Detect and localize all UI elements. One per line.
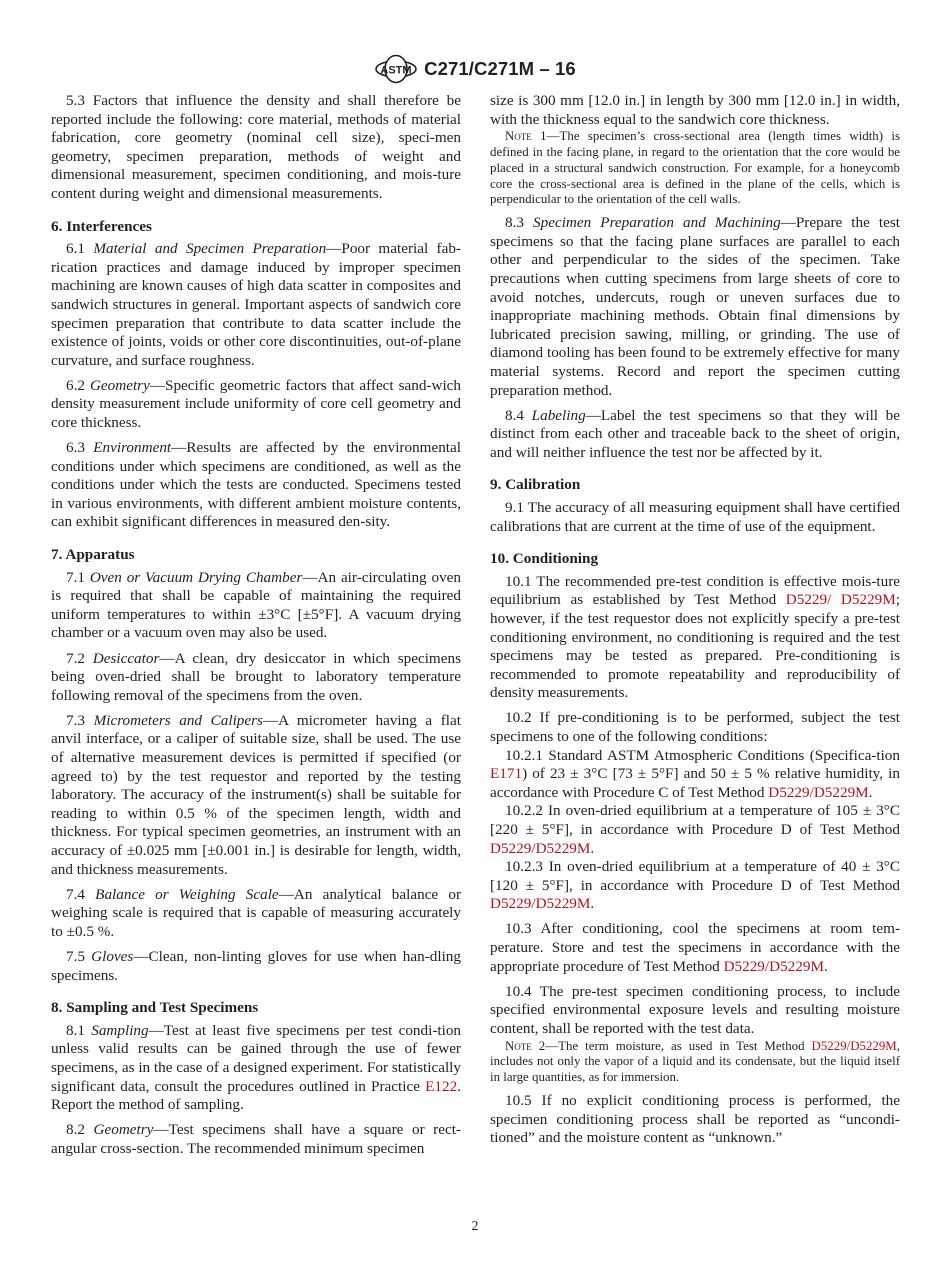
reference-link-d5229[interactable]: D5229/D5229M <box>723 957 824 975</box>
page-number: 2 <box>471 1219 479 1234</box>
clause-text: . <box>590 839 595 857</box>
paragraph-7-1 <box>51 569 461 643</box>
clause-title: Gloves <box>91 947 134 965</box>
paragraph-10-4: 10.4 The pre-test specimen conditioning process, to include specified environmental exposure levels and resulting moisture content, shall be reported with the test data. <box>490 982 900 1037</box>
clause-text: —An air-circulating oven is required that shall be capable of maintaining the required uniform temperatures to within ±3°C [±5°F]. A vacuum drying chamber or a vacuum oven may also be used. <box>51 568 462 642</box>
paragraph-10-5: 10.5 If no explicit conditioning process is performed, the specimen conditioning process shall be reported as “uncondi-tioned” and the moisture content as “unknown.” <box>490 1091 900 1147</box>
paragraph-10-1 <box>490 573 900 703</box>
note-label: Note 1 <box>505 129 547 144</box>
clause-number: 7.4 <box>66 885 96 903</box>
note-text: —The term moisture, as used in Test Method <box>545 1038 812 1053</box>
paragraph-5-3: 5.3 Factors that influence the density and shall therefore be reported include the following: core material, methods of material fabrication, core geometry (nominal cell size), speci-men geometry, specimen preparation, methods of weight and dimensional measurement, specimen conditioning, and mois-ture content during weight and dimensional measurements. <box>51 92 461 202</box>
clause-text: —Test at least five specimens per test condi-tion unless valid results can be gained through the use of fewer specimens, as in the case of a designed experiment. For statistically significant data, consult the procedures outlined in Practice <box>51 1021 462 1095</box>
clause-text: 10.2.1 Standard ASTM Atmospheric Conditions (Specifica-tion <box>505 746 900 764</box>
clause-text: —Test specimens shall have a square or rect-angular cross-section. The recommended minimum specimen <box>51 1121 461 1157</box>
clause-text: 10.2.3 In oven-dried equilibrium at a temperature of 40 ± 3°C [120 ± 5°F], in accordance with Procedure D of Test Method <box>490 858 900 894</box>
reference-link-e122[interactable]: E122 <box>425 1077 458 1095</box>
reference-link-d5229[interactable]: D5229/D5229M <box>490 895 591 913</box>
clause-number: 6.1 <box>66 240 94 258</box>
paragraph-8-2-continued: size is 300 mm [12.0 in.] in length by 300 mm [12.0 in.] in width, with the thickness equal to the sandwich core thickness. <box>490 92 900 128</box>
clause-title: Oven or Vacuum Drying Chamber <box>89 568 303 586</box>
paragraph-7-4 <box>51 886 461 942</box>
clause-text: —Label the test specimens so that they will be distinct from each other and traceable back to the sheet of origin, and will neither influence the test nor be affected by it. <box>490 406 901 461</box>
paragraph-10-2-2 <box>490 802 900 858</box>
clause-text: ) of 23 ± 3°C [73 ± 5°F] and 50 ± 5 % relative humidity, in accordance with Procedure C of Test Method <box>490 765 900 801</box>
clause-title: Specimen Preparation and Machining <box>533 214 781 232</box>
clause-title: Balance or Weighing Scale <box>95 885 279 903</box>
clause-number: 8.2 <box>66 1121 94 1139</box>
paragraph-10-2-1 <box>490 747 900 803</box>
clause-text: —Specific geometric factors that affect sand-wich density measurement include uniformity of core cell geometry and core thickness. <box>51 376 462 431</box>
clause-title: Labeling <box>531 406 586 424</box>
paragraph-8-4 <box>490 407 900 463</box>
clause-number: 8.3 <box>505 214 534 232</box>
paragraph-8-2 <box>51 1121 461 1158</box>
clause-text: . Report the method of sampling. <box>51 1077 461 1114</box>
paragraph-6-1 <box>51 240 461 370</box>
paragraph-9-1: 9.1 The accuracy of all measuring equipment shall have certified calibrations that are current at the time of use of the equipment. <box>490 498 900 535</box>
clause-text: ; however, if the test requestor does not explicitly specify a pre-test conditioning environment, no conditioning is required and the test specimens may be tested as prepared. Pre-conditioning is recommended to promote repeatability and reproducibility of density measurements. <box>490 591 900 702</box>
clause-text: —A clean, dry desiccator in which specimens being oven-dried shall be brought to laboratory temperature following removal of the specimens from the oven. <box>51 649 461 704</box>
note-text: —The specimen’s cross-sectional area (length times width) is defined in the facing plane, in regard to the orientation that the core would be placed in a structural sandwich construction. For example, for a honeycomb core the cross-sectional area is defined in the plane of the cells, which is perpendicular to the orientation of the cell walls. <box>490 129 900 207</box>
reference-link-d5229[interactable]: D5229/D5229M <box>811 1038 897 1053</box>
paragraph-7-5 <box>51 948 461 985</box>
clause-text: 10.1 The recommended pre-test condition is effective mois-ture equilibrium as established by Test Method <box>490 572 900 609</box>
paragraph-7-2 <box>51 650 461 706</box>
clause-text: —A micrometer having a flat anvil interface, or a caliper of suitable size, shall be used. The use of alternative measurement devices is permitted if specified (or agreed to) by the test requestor and reported by the testing laboratory. The accuracy of the instrument(s) shall be suitable for reading to within 0.5 % of the specimen length, width and thickness. For typical specimen geometries, an instrument with an accuracy of ±0.025 mm [±0.001 in.] is desirable for length, width, and thickness measurements. <box>51 711 461 878</box>
document-id: C271/C271M – 16 <box>424 58 576 79</box>
paragraph-10-2-3 <box>490 858 900 914</box>
clause-text: —Poor material fab-rication practices and damage induced by improper specimen machining are known causes of high data scatter in composites and sandwich structures in general. Important aspects of sandwich core specimen preparation that contribute to data scatter include the existence of joints, voids or other core discontinuities, out-of-plane curvature, and surface roughness. <box>51 240 461 369</box>
note-2 <box>490 1039 900 1086</box>
reference-link-d5229[interactable]: D5229/D5229M <box>768 783 869 801</box>
clause-title: Sampling <box>91 1021 149 1039</box>
clause-text: —An analytical balance or weighing scale is required that is capable of measuring accurately to ±0.5 %. <box>51 885 462 940</box>
paragraph-6-3 <box>51 439 461 532</box>
reference-link-d5229[interactable]: D5229/D5229M <box>490 839 591 857</box>
note-text: , includes not only the vapor of a liquid and its condensate, but the liquid itself in large quantities, as for immersion. <box>490 1038 900 1085</box>
clause-text: —Prepare the test specimens so that the facing plane surfaces are parallel to each other and perpendicular to the sides of the specimen. Take precautions when cutting specimens from large sheets of core to avoid notches, undercuts, rough or uneven surfaces due to inappropriate machining methods. Obtain final dimensions by lubricated precision sawing, milling, or grinding. The use of diamond tooling has been found to be extremely effective for many material systems. Record and report the specimen cutting preparation method. <box>490 214 900 399</box>
section-heading-apparatus: 7. Apparatus <box>51 546 135 564</box>
clause-title: Desiccator <box>92 649 160 667</box>
svg-text:ASTM: ASTM <box>380 64 412 77</box>
clause-title: Material and Specimen Preparation <box>93 240 327 258</box>
section-heading-interferences: 6. Interferences <box>51 217 152 235</box>
paragraph-8-1 <box>51 1022 461 1115</box>
reference-link-d5229[interactable]: D5229/ D5229M <box>785 591 896 609</box>
section-heading-conditioning: 10. Conditioning <box>490 550 599 568</box>
paragraph-10-3 <box>490 920 900 976</box>
left-column <box>51 92 461 1158</box>
note-1 <box>490 129 900 208</box>
clause-number: 7.3 <box>66 711 94 729</box>
clause-title: Geometry <box>89 376 150 394</box>
clause-number: 8.1 <box>66 1021 92 1039</box>
note-label: Note 2 <box>505 1038 546 1053</box>
paragraph-7-3 <box>51 712 461 879</box>
page-header <box>0 52 950 86</box>
section-heading-sampling: 8. Sampling and Test Specimens <box>51 999 259 1017</box>
section-heading-calibration: 9. Calibration <box>490 476 581 494</box>
clause-text: . <box>868 783 873 801</box>
clause-number: 6.2 <box>66 376 90 394</box>
clause-title: Environment <box>93 439 172 457</box>
paragraph-10-2: 10.2 If pre-conditioning is to be performed, subject the test specimens to one of the following conditions: <box>490 709 900 746</box>
clause-text: . <box>823 957 828 975</box>
clause-number: 8.4 <box>505 406 532 424</box>
clause-title: Micrometers and Calipers <box>93 711 263 729</box>
right-column <box>490 92 900 1154</box>
clause-number: 6.3 <box>66 439 94 457</box>
clause-text: —Results are affected by the environmental conditions under which specimens are conditioned, as well as the conditions under which the tests are conducted. Specimens tested in various environments, with different ambient moisture contents, can exhibit significant differences in measured den-sity. <box>51 439 461 531</box>
clause-text: . <box>590 895 595 913</box>
paragraph-8-3 <box>490 214 900 400</box>
clause-title: Geometry <box>93 1121 154 1139</box>
clause-number: 7.2 <box>66 649 93 667</box>
clause-number: 7.1 <box>66 568 90 586</box>
paragraph-6-2 <box>51 377 461 433</box>
clause-number: 7.5 <box>66 947 92 965</box>
astm-logo-icon <box>374 54 418 84</box>
clause-text: 10.3 After conditioning, cool the specimens at room tem-perature. Store and test the specimens in accordance with the appropriate procedure of Test Method <box>490 920 900 975</box>
clause-text: 10.2.2 In oven-dried equilibrium at a temperature of 105 ± 3°C [220 ± 5°F], in accordance with Procedure D of Test Method <box>490 802 900 838</box>
clause-text: —Clean, non-linting gloves for use when han-dling specimens. <box>51 947 461 984</box>
reference-link-e171[interactable]: E171 <box>490 765 523 783</box>
